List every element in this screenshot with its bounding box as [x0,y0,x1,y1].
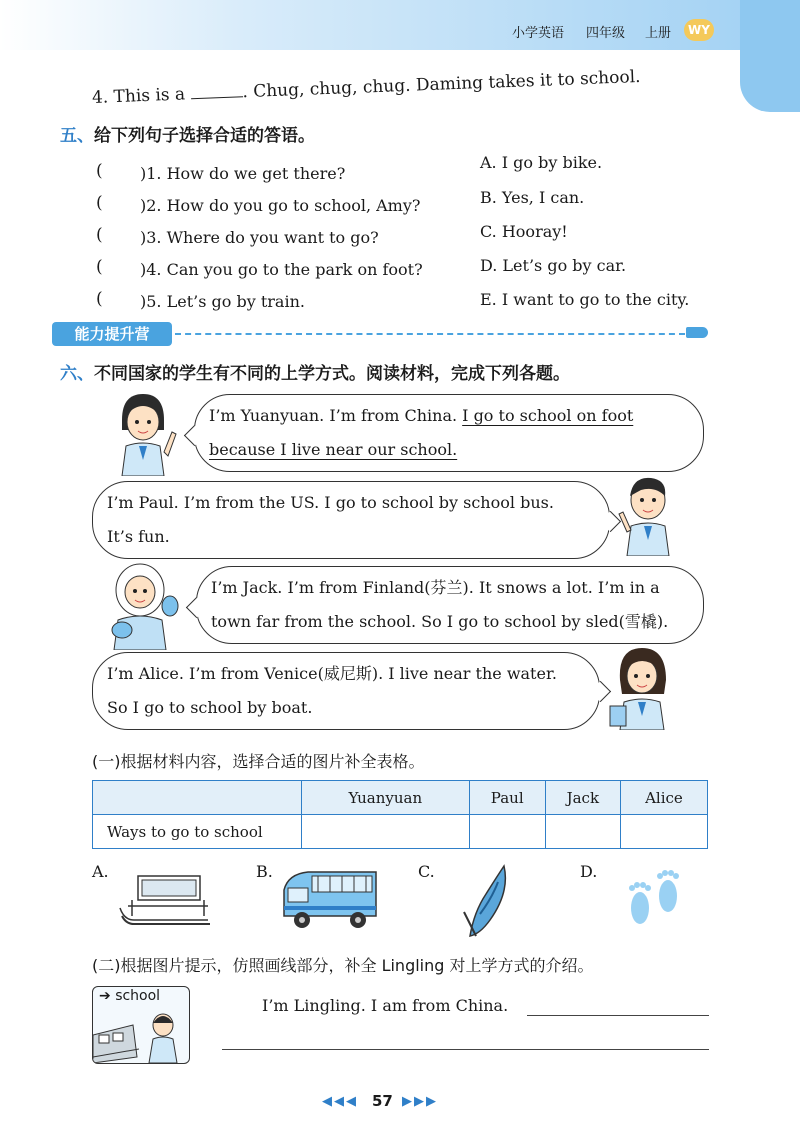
section6-number: 六、 [60,364,94,384]
question-2: )2. How do you go to school, Amy? [140,196,421,215]
picture-label-a: A. [92,862,109,881]
arrow-right-icon: ➔ [99,988,111,1004]
part2-title: (二)根据图片提示，仿照画线部分，补全 Lingling 对上学方式的介绍。 [92,956,594,975]
picture-label-c: C. [418,862,435,881]
option-a: A. I go by bike. [480,153,603,172]
table-header-row [93,781,708,815]
prev-arrows-icon: ◀◀◀ [322,1094,358,1109]
ways-table [92,780,708,849]
paul-avatar [615,470,685,556]
answer-cell[interactable] [620,815,707,849]
section6-title [60,359,570,384]
answer-cell[interactable] [545,815,620,849]
alice-bubble [92,652,600,730]
lingling-sentence: I’m Lingling. I am from China. [262,996,509,1015]
picture-label-d: D. [580,862,598,881]
pencil-icon [686,327,708,338]
alice-text-1: I’m Alice. I’m from Venice(威尼斯). I live near the water. [107,664,557,683]
lingling-hint-picture [92,986,190,1064]
header-volume: 上册 [645,26,672,41]
option-c: C. Hooray! [480,222,568,241]
question-3: )3. Where do you want to go? [140,228,379,247]
header-subject: 小学英语 [512,26,565,41]
school-sign [99,988,160,1004]
jack-bubble [196,566,704,644]
alice-text-2: So I go to school by boat. [107,698,313,717]
section5-number: 五、 [60,126,94,146]
section6-text: 不同国家的学生有不同的上学方式。阅读材料，完成下列各题。 [94,364,570,384]
paul-text-2: It’s fun. [107,527,170,546]
corner-tab [740,0,800,112]
answer-paren-1[interactable]: ( [96,161,103,181]
answer-paren-5[interactable]: ( [96,289,103,309]
section5-text: 给下列句子选择合适的答语。 [94,126,315,146]
part1-title: (一)根据材料内容，选择合适的图片补全表格。 [92,752,425,771]
train-scene-icon [93,1007,189,1063]
table-header-cell: Paul [469,781,545,815]
q4-prefix: 4. This is a [91,84,186,108]
yuanyuan-text-1: I’m Yuanyuan. I’m from China. [209,406,463,425]
q4-suffix: . Chug, chug, chug. Daming takes it to school. [242,66,641,103]
q4-line [92,67,641,108]
answer-paren-3[interactable]: ( [96,225,103,245]
next-arrows-icon: ▶▶▶ [402,1094,438,1109]
answer-cell[interactable] [302,815,470,849]
yuanyuan-avatar [108,390,178,476]
row-label: Ways to go to school [93,815,302,849]
answer-paren-2[interactable]: ( [96,193,103,213]
paul-bubble [92,481,610,559]
lingling-answer-blank-2[interactable] [222,1049,709,1050]
question-5: )5. Let’s go by train. [140,292,305,311]
jack-avatar [104,560,182,650]
publisher-badge: WY [684,19,714,41]
footprints-icon [622,866,688,930]
banner-dashed-line [175,333,685,335]
yuanyuan-underline-2: because I live near our school. [209,440,458,459]
question-1: )1. How do we get there? [140,164,346,183]
table-header-cell: Alice [620,781,707,815]
option-e: E. I want to go to the city. [480,290,690,309]
lingling-answer-blank-1[interactable] [527,1015,709,1016]
school-sign-text: school [115,988,161,1004]
table-header-cell: Jack [545,781,620,815]
q4-blank[interactable] [190,82,243,99]
table-header-cell [93,781,302,815]
answer-cell[interactable] [469,815,545,849]
table-header-cell: Yuanyuan [302,781,470,815]
question-4: )4. Can you go to the park on foot? [140,260,423,279]
yuanyuan-bubble [194,394,704,472]
header-grade: 四年级 [586,26,626,41]
jack-text-1: I’m Jack. I’m from Finland(芬兰). It snows a lot. I’m in a [211,578,660,597]
section5-title [60,121,315,146]
page-number: 57 [372,1092,393,1110]
paul-text-1: I’m Paul. I’m from the US. I go to school by school bus. [107,493,554,512]
header-band [0,0,800,50]
yuanyuan-underline-1: I go to school on foot [462,406,634,425]
answer-paren-4[interactable]: ( [96,257,103,277]
sled-icon [118,868,216,930]
alice-avatar [608,644,678,730]
option-b: B. Yes, I can. [480,188,585,207]
picture-label-b: B. [256,862,273,881]
gondola-boat-icon [460,862,514,940]
school-bus-icon [278,866,382,932]
option-d: D. Let’s go by car. [480,256,627,275]
table-row [93,815,708,849]
ability-banner: 能力提升营 [52,322,172,346]
jack-text-2: town far from the school. So I go to school by sled(雪橇). [211,612,669,631]
